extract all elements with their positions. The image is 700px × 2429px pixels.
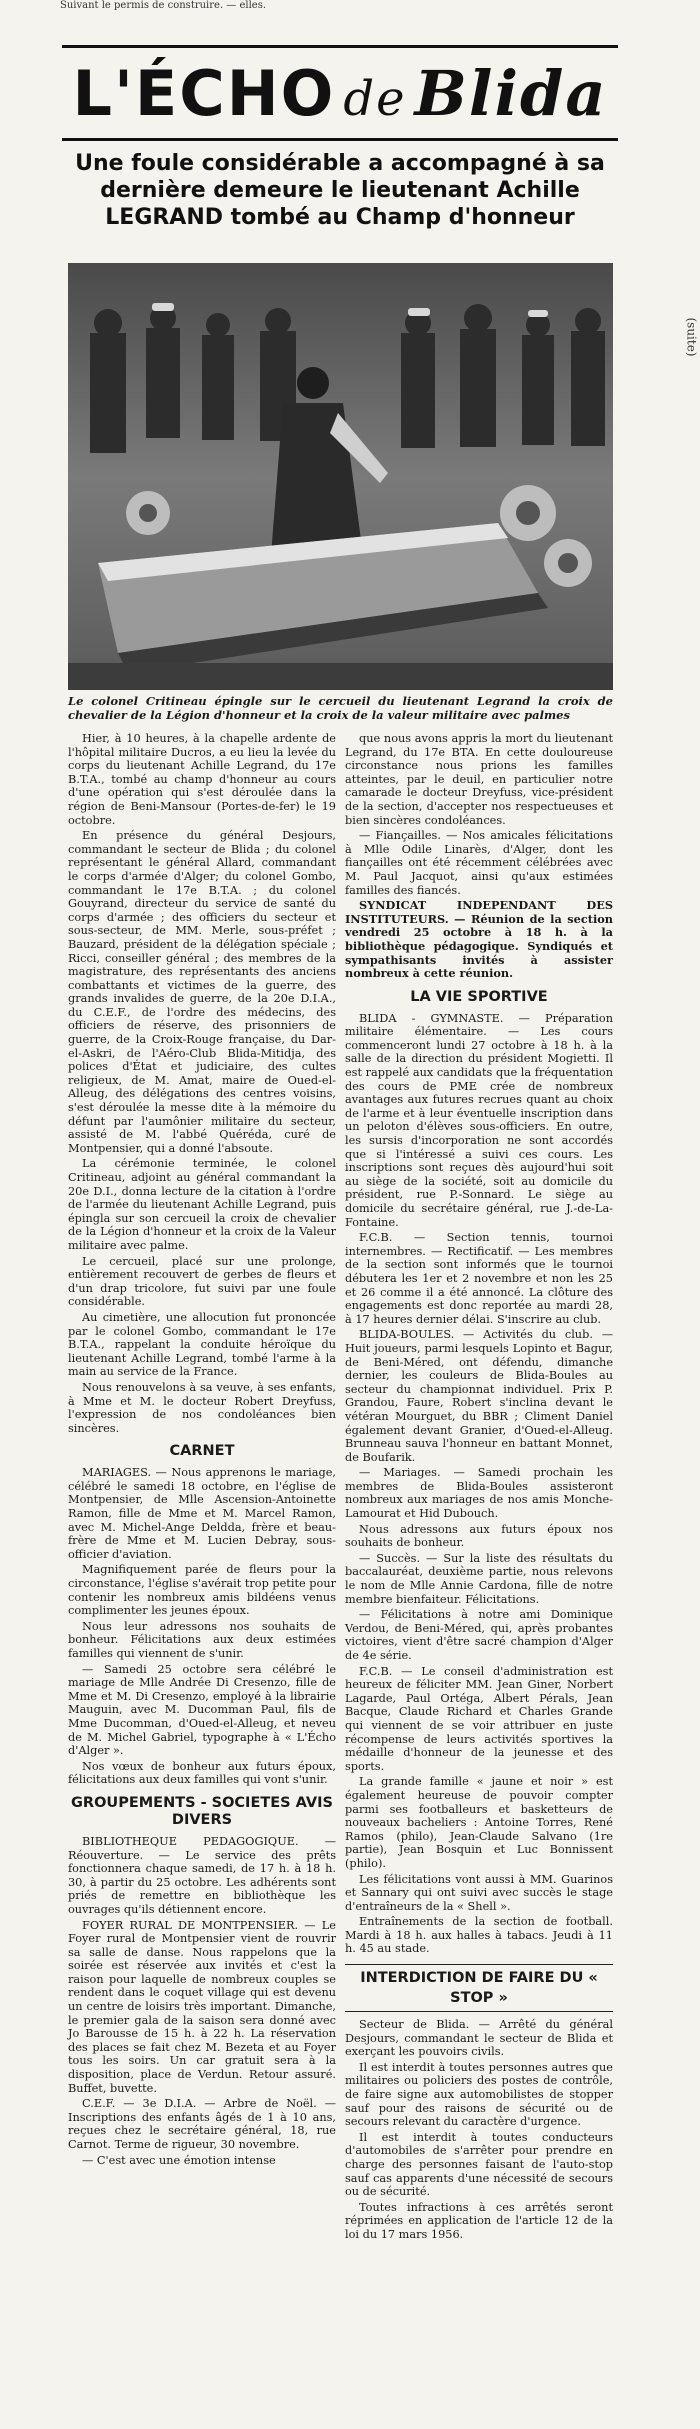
sport-paragraph-8: F.C.B. — Le conseil d'administration est heureux de féliciter MM. Jean Giner, Norbert Lagarde, Paul Ortéga, Albert Pérals, Jean Bacque, Claude Richard et Charles Grande qui viennent de se voir attribuer en juste récompense de leurs activités sportives la médaille d'honneur de la jeunesse et des sports. bbox=[345, 1664, 613, 1773]
funeral-paragraph-6: Nous renouvelons à sa veuve, à ses enfants, à Mme et M. le docteur Robert Dreyfuss, l'expression de nos condoléances bien sincères. bbox=[68, 1380, 336, 1435]
interdiction-paragraph-2: Il est interdit à toutes personnes autres que militaires ou policiers des postes de contrôle, de faire signe aux automobilistes de stopper sauf pour des raisons de sécurité ou de secours relevant du caractère d'urgence. bbox=[345, 2060, 613, 2129]
sport-paragraph-7: — Félicitations à notre ami Dominique Verdou, de Beni-Méred, qui, après probantes victoires, vient d'être sacré champion d'Alger de 4e série. bbox=[345, 1608, 613, 1662]
interdiction-paragraph-1: Secteur de Blida. — Arrêté du général Desjours, commandant le secteur de Blida et exerçant les pouvoirs civils. bbox=[345, 2018, 613, 2059]
funeral-paragraph-4: Le cercueil, placé sur une prolonge, entièrement recouvert de gerbes de fleurs et d'un drap tricolore, fut suivi par une foule considérable. bbox=[68, 1254, 336, 1309]
carnet-paragraph-1: MARIAGES. — Nous apprenons le mariage, célébré le samedi 18 octobre, en l'église de Montpensier, de Mlle Ascension-Antoinette Ramon, fille de Mme et M. Marcel Ramon, avec M. Michel-Ange Deldda, frère et beau-frère de Mme et M. Lucien Debray, sous-officier d'aviation. bbox=[68, 1466, 336, 1561]
right-column bbox=[345, 732, 613, 2244]
masthead-city: Blida bbox=[414, 56, 608, 130]
sport-paragraph-2: F.C.B. — Section tennis, tournoi internembres. — Rectificatif. — Les membres de la section sont informés que le tournoi débutera les 1er et 2 novembre et non les 25 et 26 comme il a été annoncé. La clôture des engagements est donc reportée au mardi 28, à 17 heures dernier délai. S'inscrire au club. bbox=[345, 1231, 613, 1326]
sport-paragraph-5: Nous adressons aux futurs époux nos souhaits de bonheur. bbox=[345, 1522, 613, 1550]
masthead-echo: L'ÉCHO bbox=[72, 56, 336, 130]
carnet-paragraph-2: Magnifiquement parée de fleurs pour la circonstance, l'église s'avérait trop petite pour contenir les nombreux amis bildéens venus complimenter les jeunes époux. bbox=[68, 1563, 336, 1618]
sport-paragraph-10: Les félicitations vont aussi à MM. Guarinos et Sannary qui ont suivi avec succès le stage d'entraîneurs de la « Shell ». bbox=[345, 1872, 613, 1913]
groupements-heading: GROUPEMENTS - SOCIETES AVIS DIVERS bbox=[71, 1794, 333, 1828]
header-strip: Suivant le permis de construire. — elles. bbox=[60, 0, 267, 11]
sport-paragraph-6: — Succès. — Sur la liste des résultats du baccalauréat, deuxième partie, nous relevons le nom de Mlle Annie Cardona, fille de notre membre bienfaiteur. Félicitations. bbox=[345, 1551, 613, 1606]
syndicat-notice: SYNDICAT INDEPENDANT DES INSTITUTEURS. — Réunion de la section vendredi 25 octobre à 18 h. à la bibliothèque pédagogique. Syndiqués et sympathisants invités à assister nombreux à cette réunion. bbox=[345, 898, 613, 981]
carnet-paragraph-3: Nous leur adressons nos souhaits de bonheur. Félicitations aux deux estimées familles qui viennent de s'unir. bbox=[68, 1619, 336, 1660]
funeral-paragraph-1: Hier, à 10 heures, à la chapelle ardente de l'hôpital militaire Ducros, a eu lieu la levée du corps du lieutenant Achille Legrand, du 17e B.T.A., tombé au champ d'honneur au cours d'une opération qui s'est déroulée dans la région de Beni-Mansour (Portes-de-fer) le 19 octobre. bbox=[68, 732, 336, 827]
carnet-heading: CARNET bbox=[169, 1443, 235, 1460]
ceremony-photo bbox=[68, 263, 613, 690]
funeral-paragraph-2: En présence du général Desjours, commandant le secteur de Blida ; du colonel représentant le général Allard, commandant le corps d'armée d'Alger; du colonel Gombo, commandant le 17e B.T.A. ; du colonel Gouyrand, directeur du service de santé du corps d'armée ; des officiers du secteur et sous-secteur, de MM. Merle, sous-préfet ; Bauzard, président de la délégation spéciale ; Ricci, conseiller général ; des membres de la magistrature, des représentants des anciens combattants et victimes de la guerre, des grands invalides de guerre, de la 20e D.I.A., du C.E.F., de l'ordre des médecins, des officiers de réserve, des prisonniers de guerre, de la Croix-Rouge française, du Dar-el-Askri, de l'Aéro-Club Blida-Mitidja, des polices d'État et judiciaire, des cultes religieux, de M. Amat, maire de Oued-el-Alleug, des délégations des centres voisins, s'est déroulée la messe dite à la mémoire du défunt par l'aumônier militaire du secteur, assisté de M. l'abbé Quéréda, curé de Montpensier, qui a donné l'absoute. bbox=[68, 829, 336, 1155]
interdiction-paragraph-3: Il est interdit à toutes conducteurs d'automobiles de s'arrêter pour prendre en charge des personnes faisant de l'auto-stop sauf cas apparents d'une nécessité de secours ou de sécurité. bbox=[345, 2130, 613, 2199]
ceremony-photo-graphic bbox=[68, 263, 613, 690]
masthead bbox=[62, 45, 618, 141]
sport-paragraph-4: — Mariages. — Samedi prochain les membres de Blida-Boules assisteront nombreux aux mariages de nos amis Monche-Lamourat et Hid Dubouch. bbox=[345, 1466, 613, 1521]
groupements-paragraph-4: — C'est avec une émotion intense bbox=[82, 2153, 276, 2167]
interdiction-paragraph-4: Toutes infractions à ces arrêtés seront réprimées en application de l'article 12 de la loi du 17 mars 1956. bbox=[345, 2200, 613, 2241]
sport-paragraph-9: La grande famille « jaune et noir » est également heureuse de pouvoir compter parmi ses footballeurs et basketteurs de nouveaux bacheliers : Antoine Torres, René Ramos (philo), Jean-Claude Salvano (1re partie), Jean Bosquin et Luc Bonnissent (philo). bbox=[345, 1775, 613, 1870]
interdiction-heading: INTERDICTION DE FAIRE DU « STOP » bbox=[345, 1964, 613, 2012]
left-column bbox=[68, 732, 336, 2169]
carnet-paragraph-5: Nos vœux de bonheur aux futurs époux, félicitations aux deux familles qui vont s'unir. bbox=[68, 1759, 336, 1787]
groupements-paragraph-1: BIBLIOTHEQUE PEDAGOGIQUE. — Réouverture. — Le service des prêts fonctionnera chaque samedi, de 17 h. à 18 h. 30, à partir du 25 octobre. Les adhérents sont priés de remettre en bibliothèque les ouvrages qu'ils détiennent encore. bbox=[68, 1834, 336, 1916]
article-headline: Une foule considérable a accompagné à sa dernière demeure le lieutenant Achille LEGRAND tombé au Champ d'honneur bbox=[75, 151, 605, 230]
margin-mark: (suite) bbox=[684, 317, 699, 357]
sport-paragraph-11: Entraînements de la section de football. Mardi à 18 h. aux halles à tabacs. Jeudi à 11 h. 45 au stade. bbox=[345, 1915, 613, 1956]
photo-caption: Le colonel Critineau épingle sur le cercueil du lieutenant Legrand la croix de chevalier de la Légion d'honneur et la croix de la valeur militaire avec palmes bbox=[68, 694, 613, 722]
groupements-paragraph-2: FOYER RURAL DE MONTPENSIER. — Le Foyer rural de Montpensier vient de rouvrir sa salle de danse. Nous rappelons que la soirée est réservée aux invités et c'est la raison pour laquelle de nombreux couples se rendent dans le coquet village qui est devenu un centre de loisirs très important. Dimanche, le premier gala de la saison sera donné avec Jo Barousse de 15 h. à 22 h. La réservation des places se fait chez M. Bezeta et au Foyer tous les soirs. Un car gratuit sera à la disposition, place de Verdun. Retour assuré. Buffet, buvette. bbox=[68, 1918, 336, 2095]
funeral-paragraph-3: La cérémonie terminée, le colonel Critineau, adjoint au général commandant la 20e D.I., donna lecture de la citation à l'ordre de l'armée du lieutenant Achille Legrand, puis épingla sur son cercueil la croix de chevalier de la Légion d'honneur et la croix de la Valeur militaire avec palme. bbox=[68, 1157, 336, 1252]
masthead-de: de bbox=[343, 70, 407, 127]
sport-heading: LA VIE SPORTIVE bbox=[410, 988, 548, 1005]
carnet-paragraph-4: — Samedi 25 octobre sera célébré le mariage de Mlle Andrée Di Cresenzo, fille de Mme et M. Di Cresenzo, employé à la librairie Mauguin, avec M. Ducomman Paul, fils de Mme Ducomman, d'Oued-el-Alleug, et neveu de M. Michel Gabriel, typographe à « L'Écho d'Alger ». bbox=[68, 1662, 336, 1758]
sport-paragraph-3: BLIDA-BOULES. — Activités du club. — Huit joueurs, parmi lesquels Lopinto et Bagur, de Beni-Méred, ont défendu, dimanche dernier, les couleurs de Blida-Boules au secteur du championnat individuel. Prix P. Grandou, Faure, Robert s'inclina devant le vétéran Mourguet, du BBR ; Climent Daniel également devant Granier, d'Oued-el-Alleug. Brunneau sauva l'honneur en battant Monnet, de Boufarik. bbox=[345, 1328, 613, 1464]
funeral-paragraph-5: Au cimetière, une allocution fut prononcée par le colonel Gombo, commandant le 17e B.T.A., rappelant la conduite héroïque du lieutenant Achille Legrand, tombé l'arme à la main au service de la France. bbox=[68, 1310, 336, 1379]
groupements-paragraph-3: C.E.F. — 3e D.I.A. — Arbre de Noël. — Inscriptions des enfants âgés de 1 à 10 ans, reçues chez le secrétaire général, 18, rue Carnot. Terme de rigueur, 30 novembre. bbox=[68, 2097, 336, 2151]
masthead-title bbox=[72, 57, 607, 130]
sport-paragraph-1: BLIDA - GYMNASTE. — Préparation militaire élémentaire. — Les cours commenceront lundi 27 octobre à 18 h. à la salle de la direction du président Mogietti. Il est rappelé aux candidats que la fréquentation des cours de PME crée de nombreux avantages aux futures recrues quant au choix de l'arme et à leur éventuelle inscription dans un peloton d'élèves sous-officiers. En outre, les sursis d'incorporation ne sont accordés que si l'intéressé a suivi ces cours. Les inscriptions sont reçues dès aujourd'hui soit au siège de la société, soit au domicile du président, rue P.-Sonnard. Le siège au domicile du secrétaire général, rue J.-de-La-Fontaine. bbox=[345, 1011, 613, 1229]
condolence-paragraph-2: — Fiançailles. — Nos amicales félicitations à Mlle Odile Linarès, d'Alger, dont les fiançailles ont été récemment célébrées avec M. Paul Jacquot, ainsi qu'aux estimées familles des fiancés. bbox=[345, 829, 613, 897]
condolence-paragraph-1: que nous avons appris la mort du lieutenant Legrand, du 17e BTA. En cette douloureuse circonstance nous prions les familles atteintes, par le deuil, en particulier notre camarade le docteur Dreyfuss, vice-président de la section, d'accepter nos respectueuses et bien sincères condoléances. bbox=[345, 732, 613, 827]
